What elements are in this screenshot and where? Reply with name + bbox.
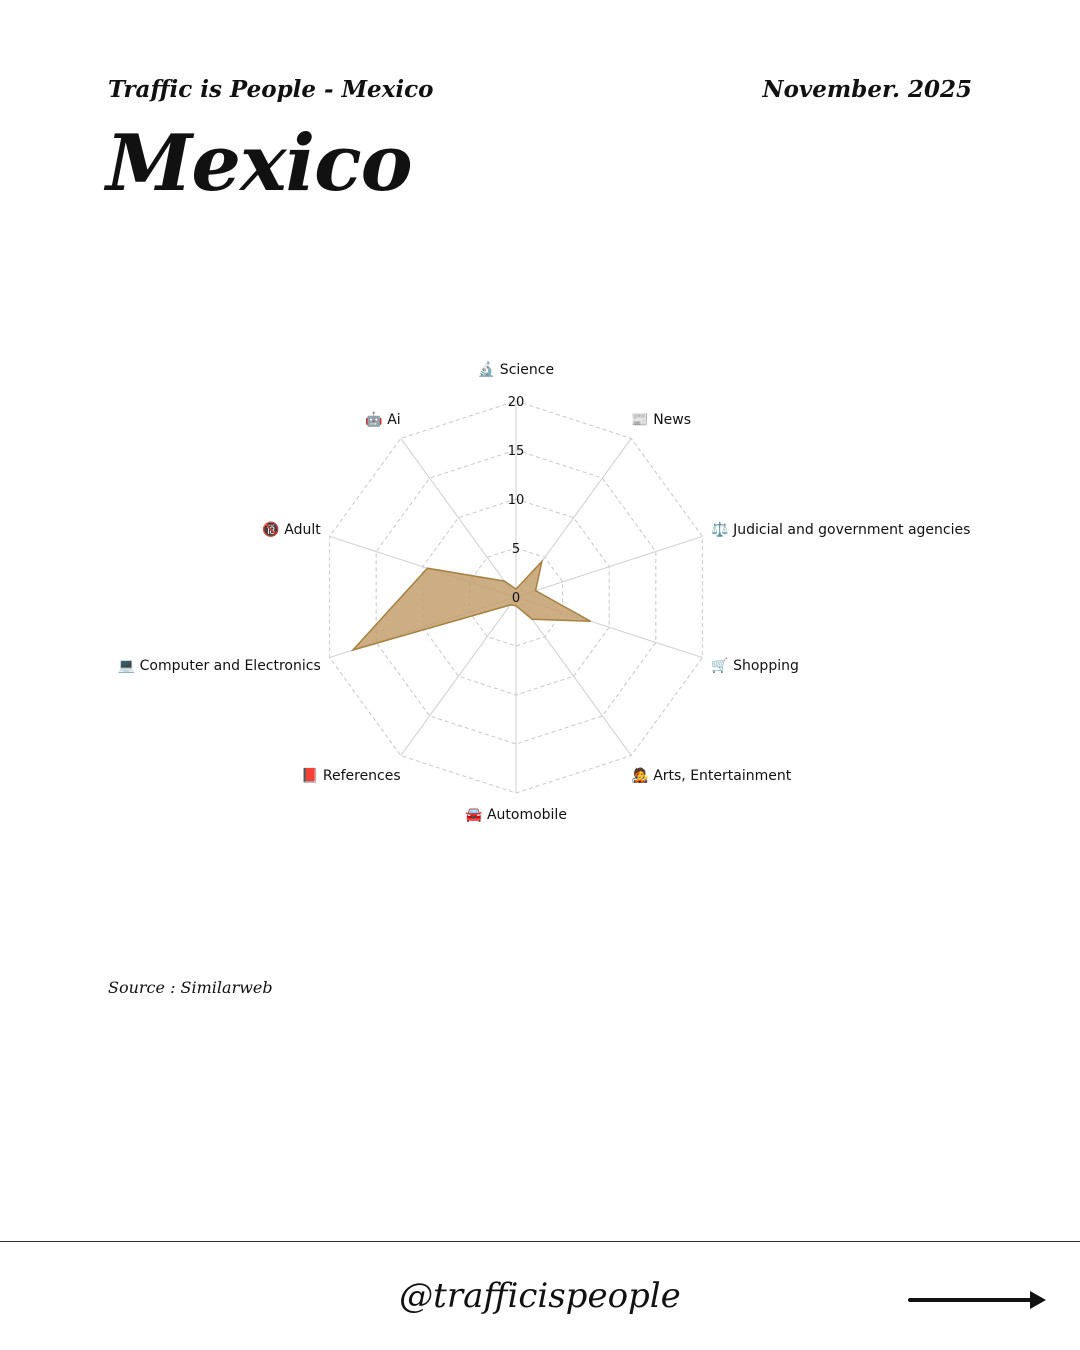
axis-label: 🛒 Shopping	[711, 657, 799, 674]
tick-label: 15	[507, 444, 525, 459]
footer-divider	[0, 1241, 1080, 1242]
axis-label: 🚘 Automobile	[465, 807, 567, 823]
page-title: Mexico	[106, 118, 412, 209]
axis-label: 💻 Computer and Electronics	[117, 657, 321, 674]
axis-label: 📕 References	[300, 767, 401, 784]
social-handle[interactable]: @trafficispeople	[399, 1276, 681, 1316]
brand-title: Traffic is People - Mexico	[108, 76, 434, 103]
tick-label: 0	[511, 591, 521, 606]
axis-label: 🤖 Ai	[365, 412, 401, 429]
radar-area-group	[353, 561, 591, 650]
report-date: November. 2025	[762, 76, 972, 103]
tick-label: 10	[507, 493, 525, 508]
source-note: Source : Similarweb	[108, 978, 273, 997]
radar-axis-labels	[118, 360, 971, 823]
axis-label: 🔬 Science	[477, 362, 555, 378]
axis-label: 🔞 Adult	[262, 522, 321, 539]
radar-area	[353, 561, 591, 650]
axis-label: 🧑‍🎤 Arts, Entertainment	[631, 767, 792, 784]
arrow-right-icon[interactable]	[908, 1288, 1048, 1312]
axis-label: 📰 News	[631, 412, 692, 429]
axis-label: ⚖️ Judicial and government agencies	[711, 522, 971, 539]
tick-label: 20	[507, 395, 525, 410]
tick-label: 5	[511, 542, 521, 557]
